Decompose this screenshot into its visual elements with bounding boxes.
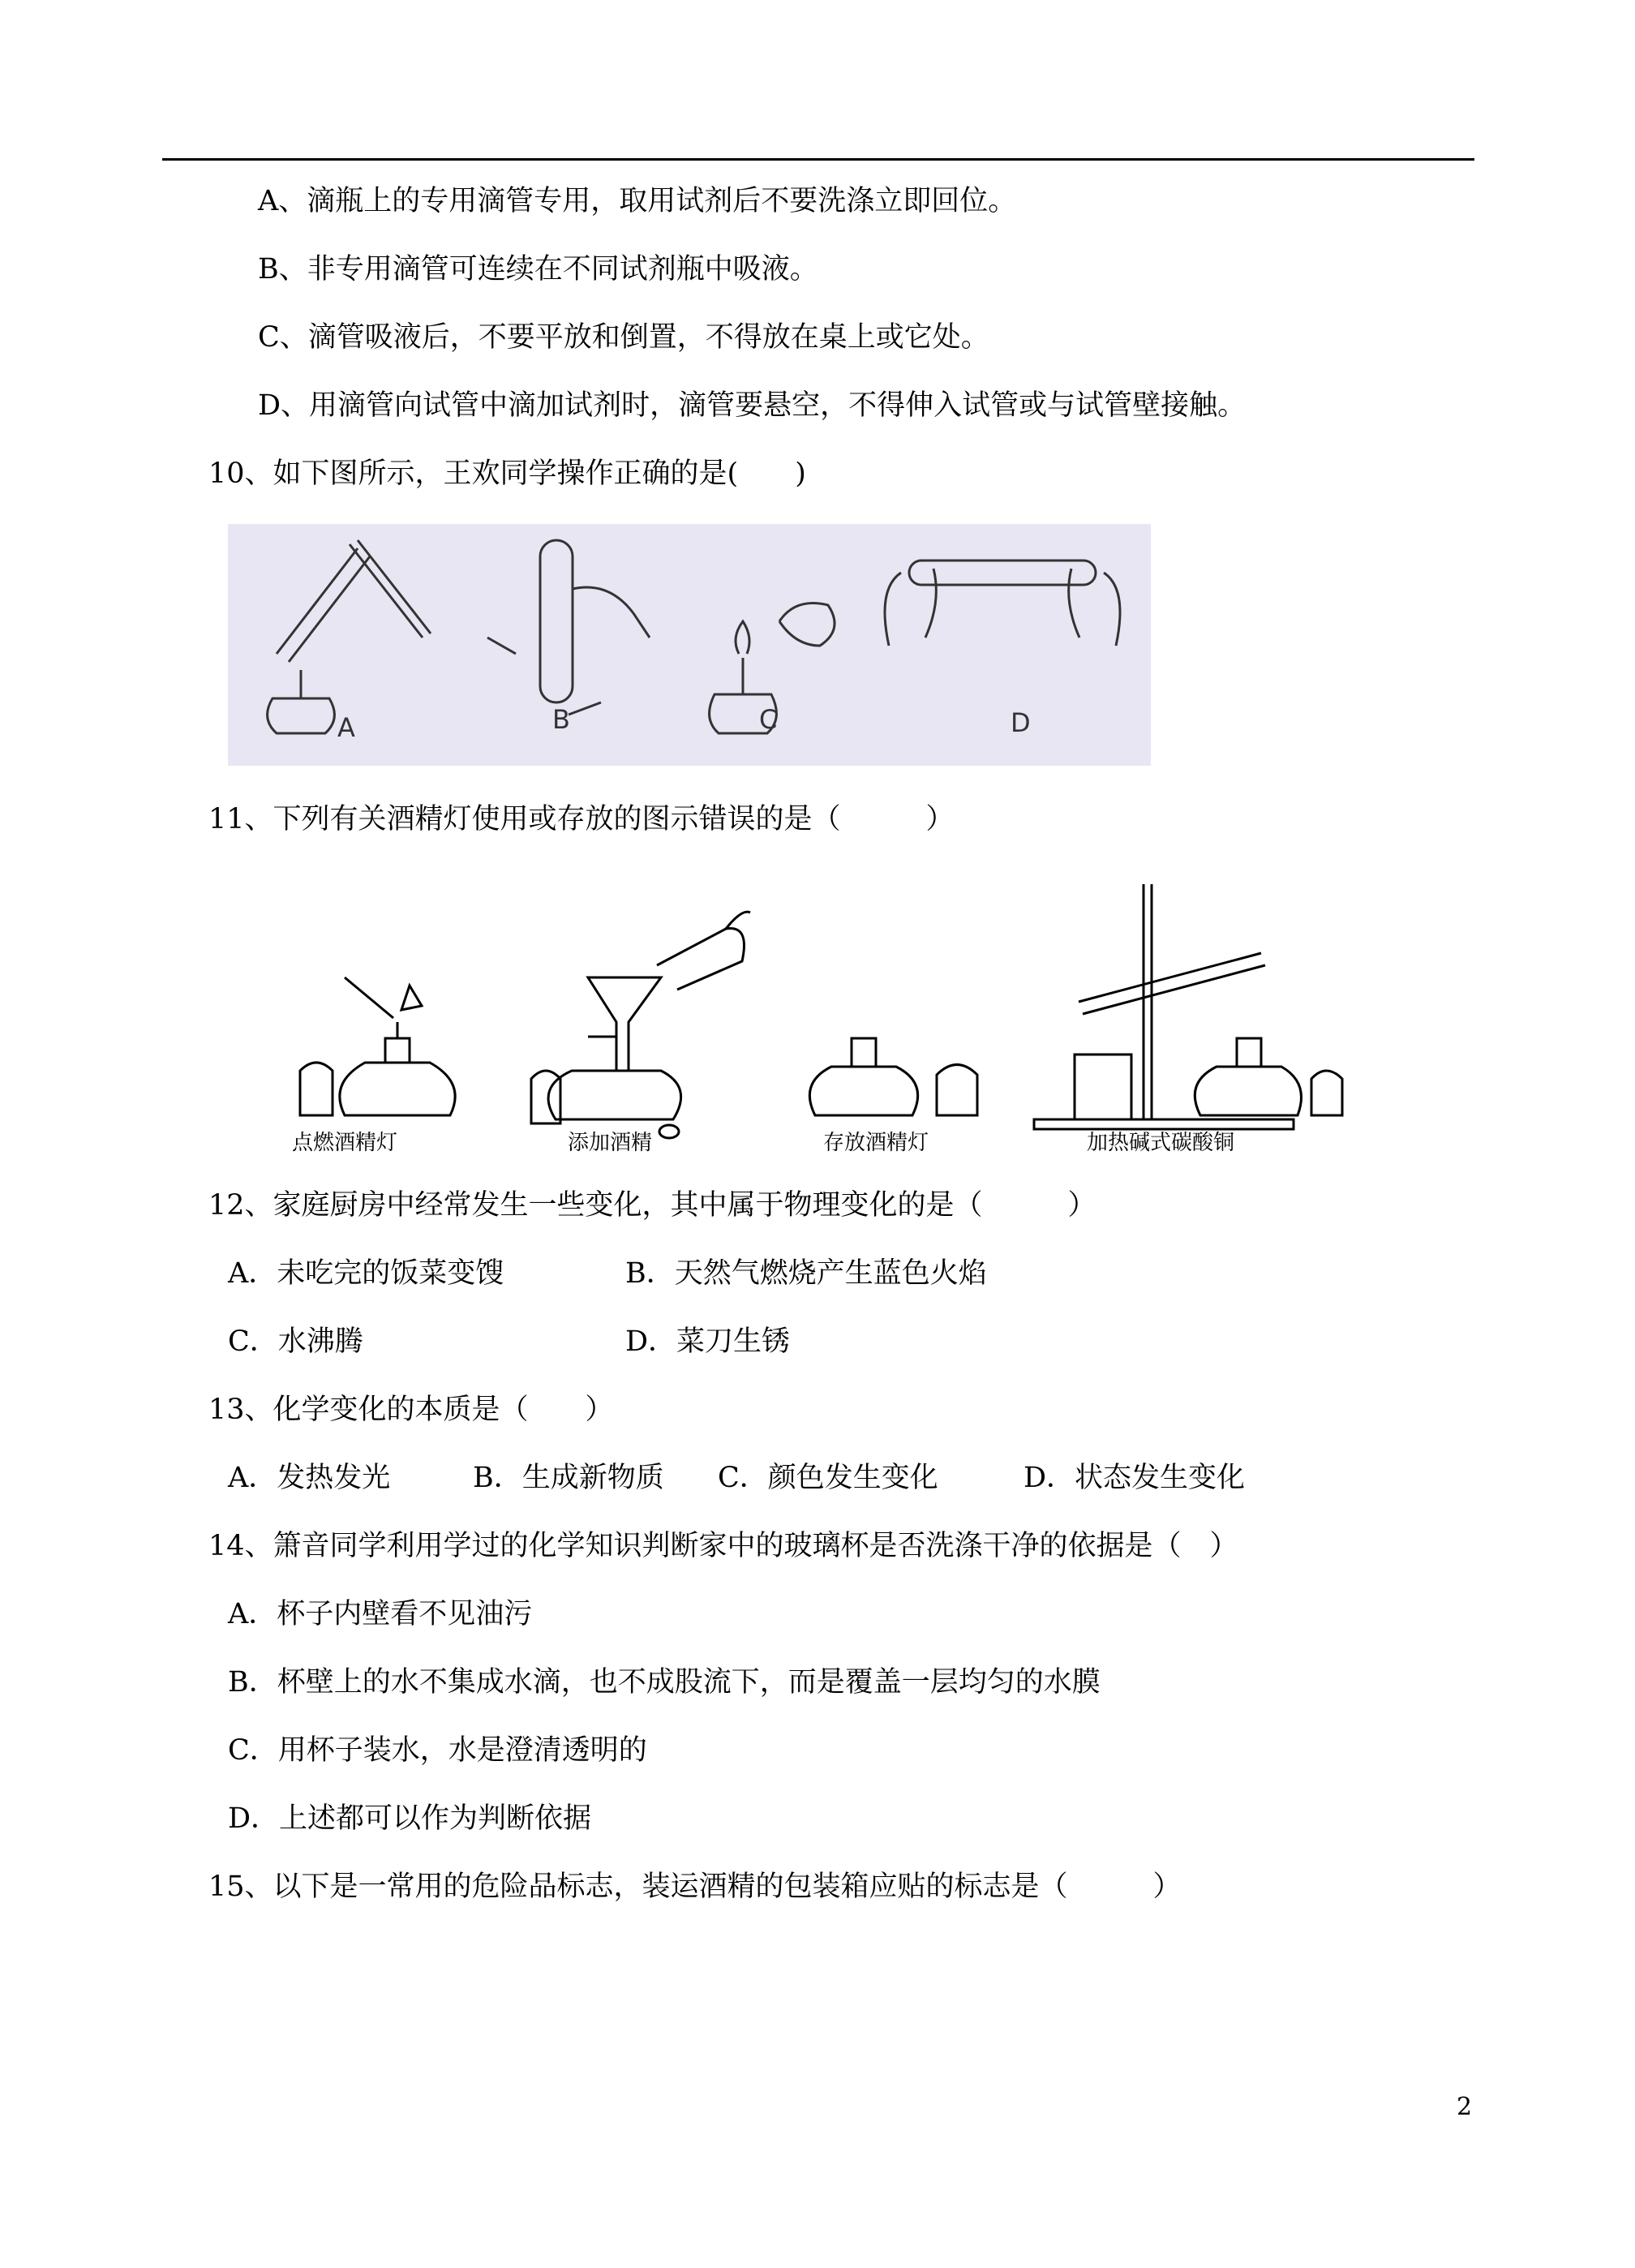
q11-stem: 11、下列有关酒精灯使用或存放的图示错误的是（ ） [208,803,955,835]
q13-option-d: D．状态发生变化 [1023,1462,1246,1494]
header-rule [162,158,1474,161]
q10-figure-label-b: B [552,704,570,735]
q14-option-b: B．杯壁上的水不集成水滴，也不成股流下，而是覆盖一层均匀的水膜 [228,1666,1101,1699]
page-number: 2 [1457,2093,1473,2121]
q11-figure-label-4: 加热碱式碳酸铜 [1087,1131,1235,1155]
q11-figure-label-3: 存放酒精灯 [823,1131,929,1155]
q12-option-b: B．天然气燃烧产生蓝色火焰 [625,1257,987,1290]
q10-figure-label-c: C [759,704,778,735]
q12-stem: 12、家庭厨房中经常发生一些变化，其中属于物理变化的是（ ） [208,1189,1096,1222]
q14-option-a: A．杯子内壁看不见油污 [228,1598,533,1630]
q12-option-c: C．水沸腾 [228,1325,363,1358]
q13-option-a: A．发热发光 [228,1462,391,1494]
q11-figure-label-1: 点燃酒精灯 [292,1131,398,1155]
q13-option-c: C．颜色发生变化 [718,1462,938,1494]
q9-option-a: A、滴瓶上的专用滴管专用，取用试剂后不要洗涤立即回位。 [258,185,1017,217]
q10-figure-label-d: D [1011,707,1031,738]
q11-figure-label-2: 添加酒精 [568,1131,653,1155]
q11-figure [288,872,1350,1156]
q10-stem: 10、如下图所示，王欢同学操作正确的是( ) [208,457,806,490]
q13-stem: 13、化学变化的本质是（ ） [208,1394,614,1426]
q10-figure-label-a: A [337,712,355,743]
q14-option-c: C．用杯子装水，水是澄清透明的 [228,1734,647,1767]
q12-option-a: A．未吃完的饭菜变馊 [228,1257,504,1290]
q10-figure [228,524,1151,766]
q9-option-c: C、滴管吸液后，不要平放和倒置，不得放在桌上或它处。 [258,321,989,354]
q12-option-d: D．菜刀生锈 [625,1325,791,1358]
q14-option-d: D．上述都可以作为判断依据 [228,1802,592,1835]
q9-option-d: D、用滴管向试管中滴加试剂时，滴管要悬空，不得伸入试管或与试管壁接触。 [258,389,1247,422]
q14-stem: 14、箫音同学利用学过的化学知识判断家中的玻璃杯是否洗涤干净的依据是（ ） [208,1530,1238,1562]
q9-option-b: B、非专用滴管可连续在不同试剂瓶中吸液。 [258,253,818,286]
q15-stem: 15、以下是一常用的危险品标志，装运酒精的包装箱应贴的标志是（ ） [208,1871,1182,1903]
q13-option-b: B．生成新物质 [473,1462,664,1494]
